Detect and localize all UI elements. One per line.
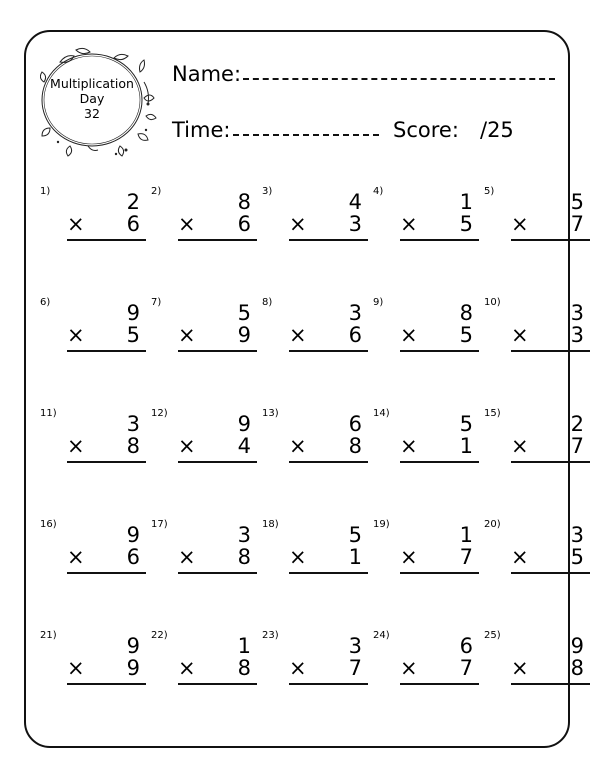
multiplicand: 5 bbox=[570, 190, 584, 214]
problem-25 bbox=[484, 630, 584, 700]
problem-number: 13) bbox=[262, 408, 279, 419]
answer-line bbox=[67, 350, 146, 352]
answer-line bbox=[511, 572, 590, 574]
multiplier: 5 bbox=[459, 323, 473, 347]
multiplicand: 5 bbox=[348, 523, 362, 547]
answer-line bbox=[178, 683, 257, 685]
times-sign: × bbox=[178, 545, 196, 569]
times-sign: × bbox=[511, 434, 529, 458]
multiplicand: 3 bbox=[348, 634, 362, 658]
problem-number: 15) bbox=[484, 408, 501, 419]
multiplier-row bbox=[400, 434, 473, 458]
time-label: Time: bbox=[172, 118, 231, 142]
multiplier-row bbox=[400, 323, 473, 347]
problem-6 bbox=[40, 297, 140, 367]
problem-number: 22) bbox=[151, 630, 168, 641]
answer-line bbox=[511, 239, 590, 241]
problem-23 bbox=[262, 630, 362, 700]
times-sign: × bbox=[289, 434, 307, 458]
multiplier: 5 bbox=[570, 545, 584, 569]
times-sign: × bbox=[67, 434, 85, 458]
times-sign: × bbox=[511, 656, 529, 680]
problem-15 bbox=[484, 408, 584, 478]
multiplier-row bbox=[67, 434, 140, 458]
badge-day-label: Day bbox=[79, 91, 105, 106]
problem-number: 18) bbox=[262, 519, 279, 530]
answer-line bbox=[400, 239, 479, 241]
multiplier-row bbox=[289, 656, 362, 680]
multiplier: 6 bbox=[126, 545, 140, 569]
multiplicand: 3 bbox=[570, 301, 584, 325]
multiplier: 1 bbox=[348, 545, 362, 569]
name-label: Name: bbox=[172, 62, 242, 86]
badge-day-number: 32 bbox=[84, 106, 100, 121]
answer-line bbox=[400, 350, 479, 352]
multiplier: 5 bbox=[459, 212, 473, 236]
times-sign: × bbox=[289, 212, 307, 236]
problem-number: 19) bbox=[373, 519, 390, 530]
answer-line bbox=[67, 572, 146, 574]
multiplier: 7 bbox=[570, 434, 584, 458]
multiplier-row bbox=[400, 545, 473, 569]
name-field[interactable] bbox=[243, 78, 555, 80]
day-badge bbox=[40, 42, 158, 160]
multiplier: 8 bbox=[126, 434, 140, 458]
answer-line bbox=[289, 683, 368, 685]
multiplier: 8 bbox=[570, 656, 584, 680]
times-sign: × bbox=[400, 545, 418, 569]
answer-line bbox=[511, 683, 590, 685]
times-sign: × bbox=[67, 212, 85, 236]
multiplicand: 8 bbox=[459, 301, 473, 325]
answer-line bbox=[289, 572, 368, 574]
problem-17 bbox=[151, 519, 251, 589]
multiplier-row bbox=[67, 545, 140, 569]
score-total: /25 bbox=[480, 118, 514, 142]
problem-number: 17) bbox=[151, 519, 168, 530]
problem-number: 25) bbox=[484, 630, 501, 641]
times-sign: × bbox=[67, 545, 85, 569]
multiplier-row bbox=[178, 212, 251, 236]
answer-line bbox=[67, 239, 146, 241]
problem-11 bbox=[40, 408, 140, 478]
problem-2 bbox=[151, 186, 251, 256]
problem-9 bbox=[373, 297, 473, 367]
multiplier-row bbox=[67, 323, 140, 347]
problem-number: 10) bbox=[484, 297, 501, 308]
problem-14 bbox=[373, 408, 473, 478]
multiplier-row bbox=[289, 434, 362, 458]
times-sign: × bbox=[289, 323, 307, 347]
multiplicand: 2 bbox=[126, 190, 140, 214]
times-sign: × bbox=[289, 656, 307, 680]
problem-number: 11) bbox=[40, 408, 57, 419]
multiplier-row bbox=[511, 434, 584, 458]
problem-19 bbox=[373, 519, 473, 589]
problem-number: 8) bbox=[262, 297, 273, 308]
multiplicand: 8 bbox=[237, 190, 251, 214]
problem-1 bbox=[40, 186, 140, 256]
problem-18 bbox=[262, 519, 362, 589]
problem-number: 23) bbox=[262, 630, 279, 641]
problem-8 bbox=[262, 297, 362, 367]
multiplicand: 9 bbox=[237, 412, 251, 436]
times-sign: × bbox=[400, 656, 418, 680]
problem-number: 3) bbox=[262, 186, 273, 197]
problem-12 bbox=[151, 408, 251, 478]
multiplier: 4 bbox=[237, 434, 251, 458]
times-sign: × bbox=[178, 323, 196, 347]
problem-number: 16) bbox=[40, 519, 57, 530]
times-sign: × bbox=[67, 656, 85, 680]
times-sign: × bbox=[511, 323, 529, 347]
problem-13 bbox=[262, 408, 362, 478]
multiplicand: 9 bbox=[126, 634, 140, 658]
multiplicand: 3 bbox=[348, 301, 362, 325]
multiplier-row bbox=[67, 212, 140, 236]
problem-number: 7) bbox=[151, 297, 162, 308]
problem-number: 24) bbox=[373, 630, 390, 641]
multiplier-row bbox=[178, 323, 251, 347]
multiplier: 7 bbox=[459, 545, 473, 569]
multiplicand: 1 bbox=[459, 190, 473, 214]
problem-number: 12) bbox=[151, 408, 168, 419]
multiplicand: 9 bbox=[126, 523, 140, 547]
multiplicand: 9 bbox=[570, 634, 584, 658]
multiplier: 5 bbox=[126, 323, 140, 347]
times-sign: × bbox=[400, 212, 418, 236]
time-field[interactable] bbox=[233, 134, 379, 136]
multiplier-row bbox=[67, 656, 140, 680]
problem-number: 1) bbox=[40, 186, 51, 197]
problem-number: 14) bbox=[373, 408, 390, 419]
answer-line bbox=[511, 461, 590, 463]
problem-number: 5) bbox=[484, 186, 495, 197]
multiplier: 7 bbox=[459, 656, 473, 680]
multiplier: 3 bbox=[348, 212, 362, 236]
multiplier: 8 bbox=[237, 656, 251, 680]
times-sign: × bbox=[178, 434, 196, 458]
multiplier: 8 bbox=[237, 545, 251, 569]
multiplicand: 5 bbox=[459, 412, 473, 436]
problem-21 bbox=[40, 630, 140, 700]
multiplier-row bbox=[289, 212, 362, 236]
problem-7 bbox=[151, 297, 251, 367]
multiplicand: 5 bbox=[237, 301, 251, 325]
answer-line bbox=[400, 572, 479, 574]
problem-22 bbox=[151, 630, 251, 700]
times-sign: × bbox=[400, 434, 418, 458]
badge-title: Multiplication bbox=[50, 76, 134, 91]
answer-line bbox=[400, 683, 479, 685]
problem-20 bbox=[484, 519, 584, 589]
answer-line bbox=[400, 461, 479, 463]
multiplier: 7 bbox=[348, 656, 362, 680]
multiplicand: 6 bbox=[459, 634, 473, 658]
multiplier-row bbox=[178, 545, 251, 569]
times-sign: × bbox=[400, 323, 418, 347]
multiplier-row bbox=[289, 545, 362, 569]
multiplicand: 4 bbox=[348, 190, 362, 214]
problem-24 bbox=[373, 630, 473, 700]
times-sign: × bbox=[289, 545, 307, 569]
problem-number: 20) bbox=[484, 519, 501, 530]
multiplicand: 3 bbox=[237, 523, 251, 547]
answer-line bbox=[178, 350, 257, 352]
multiplicand: 1 bbox=[459, 523, 473, 547]
multiplier-row bbox=[511, 212, 584, 236]
times-sign: × bbox=[178, 656, 196, 680]
answer-line bbox=[67, 461, 146, 463]
multiplicand: 6 bbox=[348, 412, 362, 436]
multiplier: 6 bbox=[237, 212, 251, 236]
problem-10 bbox=[484, 297, 584, 367]
multiplier-row bbox=[511, 656, 584, 680]
multiplier: 6 bbox=[126, 212, 140, 236]
answer-line bbox=[178, 461, 257, 463]
multiplicand: 9 bbox=[126, 301, 140, 325]
times-sign: × bbox=[67, 323, 85, 347]
problem-3 bbox=[262, 186, 362, 256]
problem-16 bbox=[40, 519, 140, 589]
answer-line bbox=[511, 350, 590, 352]
multiplier-row bbox=[289, 323, 362, 347]
problem-number: 2) bbox=[151, 186, 162, 197]
answer-line bbox=[289, 350, 368, 352]
multiplier-row bbox=[511, 545, 584, 569]
problem-number: 4) bbox=[373, 186, 384, 197]
multiplicand: 3 bbox=[126, 412, 140, 436]
answer-line bbox=[289, 239, 368, 241]
multiplier: 9 bbox=[126, 656, 140, 680]
answer-line bbox=[67, 683, 146, 685]
times-sign: × bbox=[511, 545, 529, 569]
answer-line bbox=[289, 461, 368, 463]
multiplier: 6 bbox=[348, 323, 362, 347]
multiplier-row bbox=[400, 656, 473, 680]
problem-number: 9) bbox=[373, 297, 384, 308]
problem-5 bbox=[484, 186, 584, 256]
answer-line bbox=[178, 239, 257, 241]
score-label: Score: bbox=[393, 118, 459, 142]
multiplier: 9 bbox=[237, 323, 251, 347]
problem-number: 6) bbox=[40, 297, 51, 308]
answer-line bbox=[178, 572, 257, 574]
times-sign: × bbox=[178, 212, 196, 236]
multiplicand: 2 bbox=[570, 412, 584, 436]
multiplier-row bbox=[511, 323, 584, 347]
problem-4 bbox=[373, 186, 473, 256]
problem-number: 21) bbox=[40, 630, 57, 641]
multiplier-row bbox=[400, 212, 473, 236]
multiplicand: 3 bbox=[570, 523, 584, 547]
times-sign: × bbox=[511, 212, 529, 236]
multiplier-row bbox=[178, 656, 251, 680]
multiplier: 8 bbox=[348, 434, 362, 458]
multiplier-row bbox=[178, 434, 251, 458]
multiplier: 1 bbox=[459, 434, 473, 458]
multiplier: 7 bbox=[570, 212, 584, 236]
multiplicand: 1 bbox=[237, 634, 251, 658]
multiplier: 3 bbox=[570, 323, 584, 347]
